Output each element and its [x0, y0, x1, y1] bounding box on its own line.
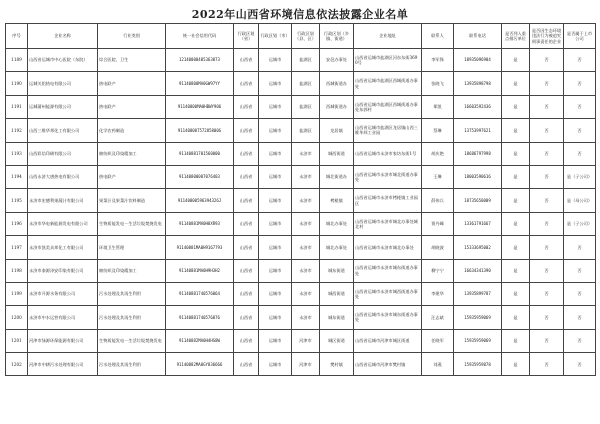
city-cell: 运城市	[259, 119, 292, 142]
listed-company-cell: 否	[564, 95, 596, 118]
town-cell: 城西街道	[320, 142, 354, 165]
address-cell: 山西省运城市永济市栲栳镇工业园区	[354, 189, 422, 212]
address-cell: 山西省运城市盐湖区河东东街3690号	[354, 49, 422, 72]
industry-cell: 生物质能发电－生活垃圾焚烧发电	[98, 329, 166, 352]
city-cell: 运城市	[259, 306, 292, 329]
province-cell: 山西省	[234, 306, 259, 329]
province-cell: 山西省	[234, 49, 259, 72]
contact-cell: 蔡琳	[422, 119, 454, 142]
city-cell: 运城市	[259, 353, 292, 376]
enterprise-table	[5, 23, 596, 376]
county-cell: 永济市	[292, 259, 320, 282]
address-cell: 山西省运城市永济市城西街道办事处	[354, 282, 422, 305]
town-cell: 城北办事处	[320, 212, 354, 235]
city-cell: 运城市	[259, 49, 292, 72]
table-row	[6, 282, 596, 305]
town-cell: 安邑办事处	[320, 49, 354, 72]
criminal-liability-cell: 否	[530, 165, 564, 188]
company-name-cell: 运城蒲州能源有限公司	[28, 95, 98, 118]
row-number-cell: 1191	[6, 95, 28, 118]
province-cell: 山西省	[234, 72, 259, 95]
town-cell: 樊村镇	[320, 353, 354, 376]
industry-cell: 化学农药制造	[98, 119, 166, 142]
county-cell: 永济市	[292, 142, 320, 165]
county-cell: 盐湖区	[292, 95, 320, 118]
key-polluter-cell: 是	[502, 306, 530, 329]
town-cell: 龙居镇	[320, 119, 354, 142]
company-name-cell: 运城关铝热电有限公司	[28, 72, 98, 95]
industry-cell: 热电联产	[98, 165, 166, 188]
criminal-liability-cell: 否	[530, 306, 564, 329]
credit-code-cell: 91140882MA0GY836666	[166, 353, 234, 376]
contact-cell: 郑凯	[422, 95, 454, 118]
phone-cell: 13361791667	[454, 212, 502, 235]
contact-cell: 胡庆艳	[422, 142, 454, 165]
table-row	[6, 165, 596, 188]
table-row	[6, 119, 596, 142]
listed-company-cell: 否	[564, 259, 596, 282]
credit-code-cell: 91140882MA0H4HS8W	[166, 329, 234, 352]
listed-company-cell: 否	[564, 72, 596, 95]
table-row	[6, 95, 596, 118]
header-cell: 是否属于上市公司	[564, 24, 596, 49]
header-cell: 是否列入重点排污单位	[502, 24, 530, 49]
county-cell: 永济市	[292, 282, 320, 305]
contact-cell: 贾丹峰	[422, 212, 454, 235]
listed-company-cell: 否	[564, 306, 596, 329]
city-cell: 运城市	[259, 142, 292, 165]
town-cell: 城东街道	[320, 259, 354, 282]
city-cell: 运城市	[259, 95, 292, 118]
table-row	[6, 49, 596, 72]
city-cell: 运城市	[259, 329, 292, 352]
industry-cell: 生物质能发电－生活垃圾焚烧发电	[98, 212, 166, 235]
listed-company-cell: 否	[564, 236, 596, 259]
credit-code-cell: 91140881740576076	[166, 306, 234, 329]
industry-cell: 污水处理及其再生利用	[98, 353, 166, 376]
key-polluter-cell: 是	[502, 236, 530, 259]
county-cell: 永济市	[292, 236, 320, 259]
header-cell: 行业类别	[98, 24, 166, 49]
credit-code-cell: 91140881701560000	[166, 142, 234, 165]
phone-cell: 18935096904	[454, 49, 502, 72]
credit-code-cell: 91140800MA0HBWY906	[166, 95, 234, 118]
province-cell: 山西省	[234, 212, 259, 235]
city-cell: 运城市	[259, 165, 292, 188]
town-cell: 城北街道办	[320, 165, 354, 188]
table-row	[6, 306, 596, 329]
phone-cell: 18686797998	[454, 142, 502, 165]
listed-company-cell: 是（子公司）	[564, 212, 596, 235]
contact-cell: 李建华	[422, 282, 454, 305]
key-polluter-cell: 是	[502, 165, 530, 188]
company-name-cell: 山西三维华邦化工有限公司	[28, 119, 98, 142]
table-row	[6, 259, 596, 282]
key-polluter-cell: 是	[502, 95, 530, 118]
phone-cell: 15935959069	[454, 306, 502, 329]
key-polluter-cell: 是	[502, 353, 530, 376]
industry-cell: 棉纺织及印染精加工	[98, 259, 166, 282]
table-row	[6, 189, 596, 212]
key-polluter-cell: 是	[502, 49, 530, 72]
credit-code-cell: 91140881MA0H8XR93	[166, 212, 234, 235]
city-cell: 运城市	[259, 259, 292, 282]
key-polluter-cell: 是	[502, 212, 530, 235]
phone-cell: 16603592436	[454, 95, 502, 118]
listed-company-cell: 否	[564, 49, 596, 72]
address-cell: 山西省运城市盐湖区西城街道办事处东郭村	[354, 95, 422, 118]
key-polluter-cell: 是	[502, 282, 530, 305]
listed-company-cell: 否	[564, 282, 596, 305]
town-cell: 城北办事处	[320, 236, 354, 259]
city-cell: 运城市	[259, 212, 292, 235]
table-header-row	[6, 24, 596, 49]
address-cell: 山西省运城市永济市城北街道办事处	[354, 165, 422, 188]
criminal-liability-cell: 否	[530, 142, 564, 165]
credit-code-cell: 91140881MA0H9H3H2	[166, 259, 234, 282]
county-cell: 盐湖区	[292, 49, 320, 72]
contact-cell: 李军锋	[422, 49, 454, 72]
header-cell: 联系人	[422, 24, 454, 49]
province-cell: 山西省	[234, 329, 259, 352]
province-cell: 山西省	[234, 353, 259, 376]
address-cell: 山西省运城市河津市城区街道	[354, 329, 422, 352]
industry-cell: 污水处理及其再生利用	[98, 306, 166, 329]
credit-code-cell: 91140881740576064	[166, 282, 234, 305]
city-cell: 运城市	[259, 189, 292, 212]
phone-cell: 13935898798	[454, 72, 502, 95]
listed-company-cell: 否	[564, 119, 596, 142]
phone-cell: 16634341390	[454, 259, 502, 282]
criminal-liability-cell: 否	[530, 119, 564, 142]
criminal-liability-cell: 否	[530, 282, 564, 305]
row-number-cell: 1190	[6, 72, 28, 95]
industry-cell: 热电联产	[98, 95, 166, 118]
phone-cell: 13753997621	[454, 119, 502, 142]
address-cell: 山西省运城市永济市城北办事处城北村	[354, 212, 422, 235]
table-body	[6, 49, 596, 376]
contact-cell: 任晓军	[422, 329, 454, 352]
row-number-cell: 1189	[6, 49, 28, 72]
company-name-cell: 河津市中耕污水处理有限公司	[28, 353, 98, 376]
contact-cell: 张晓飞	[422, 72, 454, 95]
county-cell: 永济市	[292, 189, 320, 212]
company-name-cell: 山西省运城市中心医院（东院）	[28, 49, 98, 72]
listed-company-cell: 否	[564, 329, 596, 352]
city-cell: 运城市	[259, 72, 292, 95]
phone-cell: 13935899787	[454, 282, 502, 305]
credit-code-cell: 91140881MA0H9167793	[166, 236, 234, 259]
company-name-cell: 河津市绿源环保能源有限公司	[28, 329, 98, 352]
criminal-liability-cell: 否	[530, 353, 564, 376]
county-cell: 永济市	[292, 306, 320, 329]
industry-cell: 环境卫生管理	[98, 236, 166, 259]
criminal-liability-cell: 否	[530, 72, 564, 95]
contact-cell: 汪志斌	[422, 306, 454, 329]
key-polluter-cell: 是	[502, 142, 530, 165]
header-cell: 企业地址	[354, 24, 422, 49]
industry-cell: 综合医院、卫生	[98, 49, 166, 72]
row-number-cell: 1195	[6, 189, 28, 212]
city-cell: 运城市	[259, 236, 292, 259]
listed-company-cell: 是（母公司）	[564, 189, 596, 212]
criminal-liability-cell: 否	[530, 259, 564, 282]
industry-cell: 污水处理及其再生利用	[98, 282, 166, 305]
header-cell: 行政区划（省）	[234, 24, 259, 49]
province-cell: 山西省	[234, 189, 259, 212]
province-cell: 山西省	[234, 236, 259, 259]
header-cell: 是否因生态环境违法行为被追究刑事责任的企业	[530, 24, 564, 49]
table-row	[6, 329, 596, 352]
county-cell: 盐湖区	[292, 72, 320, 95]
town-cell: 西城街道办	[320, 72, 354, 95]
header-cell: 统一社会信用代码	[166, 24, 234, 49]
key-polluter-cell: 是	[502, 259, 530, 282]
phone-cell: 15935959069	[454, 329, 502, 352]
criminal-liability-cell: 否	[530, 95, 564, 118]
address-cell: 山西省运城市永济市城东街道办事处	[354, 306, 422, 329]
county-cell: 河津市	[292, 353, 320, 376]
province-cell: 山西省	[234, 165, 259, 188]
row-number-cell: 1198	[6, 259, 28, 282]
address-cell: 山西省运城市永济市家坊东街1号	[354, 142, 422, 165]
contact-cell: 胡晓波	[422, 236, 454, 259]
address-cell: 山西省运城市盐湖区西城街道办事处	[354, 72, 422, 95]
row-number-cell: 1192	[6, 119, 28, 142]
row-number-cell: 1201	[6, 329, 28, 352]
header-cell: 行政区划（乡镇、街道）	[320, 24, 354, 49]
header-cell: 企业名称	[28, 24, 98, 49]
contact-cell: 薛伟兵	[422, 189, 454, 212]
address-cell: 山西省运城市盐湖区龙居镇山西三维华邦工业园	[354, 119, 422, 142]
page-title: 2022年山西省环境信息依法披露企业名单	[191, 8, 409, 21]
listed-company-cell: 否	[564, 142, 596, 165]
company-name-cell: 山西彩信印刷有限公司	[28, 142, 98, 165]
town-cell: 城东街道	[320, 306, 354, 329]
phone-cell: 15333695002	[454, 236, 502, 259]
phone-cell: 18003590616	[454, 165, 502, 188]
criminal-liability-cell: 否	[530, 189, 564, 212]
contact-cell: 王琳	[422, 165, 454, 188]
industry-cell: 果菜汁及果菜汁饮料制造	[98, 189, 166, 212]
header-cell: 行政区划（市）	[259, 24, 292, 49]
row-number-cell: 1199	[6, 282, 28, 305]
table-row	[6, 353, 596, 376]
city-cell: 运城市	[259, 282, 292, 305]
county-cell: 河津市	[292, 329, 320, 352]
county-cell: 永济市	[292, 165, 320, 188]
address-cell: 山西省运城市永济市城东街道办事处	[354, 259, 422, 282]
key-polluter-cell: 是	[502, 72, 530, 95]
address-cell: 山西省运城市永济市城北办事处	[354, 236, 422, 259]
row-number-cell: 1194	[6, 165, 28, 188]
key-polluter-cell: 是	[502, 119, 530, 142]
town-cell: 西城街道办	[320, 95, 354, 118]
criminal-liability-cell: 否	[530, 49, 564, 72]
header-cell: 序号	[6, 24, 28, 49]
credit-code-cell: 12140000405363873	[166, 49, 234, 72]
phone-cell: 15935959878	[454, 353, 502, 376]
company-name-cell: 永济市泰源泽安印染有限公司	[28, 259, 98, 282]
company-name-cell: 永济市华电新能源发电有限公司	[28, 212, 98, 235]
criminal-liability-cell: 否	[530, 236, 564, 259]
table-row	[6, 212, 596, 235]
company-name-cell: 永济市中水运营有限公司	[28, 306, 98, 329]
address-cell: 山西省运城市河津市樊村镇	[354, 353, 422, 376]
row-number-cell: 1200	[6, 306, 28, 329]
credit-code-cell: 91140800757285800G	[166, 119, 234, 142]
listed-company-cell: 否	[564, 353, 596, 376]
county-cell: 永济市	[292, 212, 320, 235]
table-row	[6, 142, 596, 165]
table-row	[6, 236, 596, 259]
phone-cell: 18735650009	[454, 189, 502, 212]
header-cell: 联系电话	[454, 24, 502, 49]
town-cell: 城区街道	[320, 329, 354, 352]
credit-code-cell: 91140800087076403	[166, 165, 234, 188]
key-polluter-cell: 是	[502, 329, 530, 352]
row-number-cell: 1193	[6, 142, 28, 165]
company-name-cell: 山西永济大唐热电有限公司	[28, 165, 98, 188]
industry-cell: 棉纺织及印染精加工	[98, 142, 166, 165]
row-number-cell: 1197	[6, 236, 28, 259]
criminal-liability-cell: 否	[530, 212, 564, 235]
credit-code-cell: 91140800596394326J	[166, 189, 234, 212]
company-name-cell: 永济市凯美众邦化工有限公司	[28, 236, 98, 259]
header-cell: 行政区划（县、区）	[292, 24, 320, 49]
province-cell: 山西省	[234, 282, 259, 305]
province-cell: 山西省	[234, 119, 259, 142]
industry-cell: 热电联产	[98, 72, 166, 95]
table-row	[6, 72, 596, 95]
criminal-liability-cell: 否	[530, 329, 564, 352]
key-polluter-cell: 是	[502, 189, 530, 212]
contact-cell: 刘燕	[422, 353, 454, 376]
county-cell: 盐湖区	[292, 119, 320, 142]
town-cell: 城西街道	[320, 282, 354, 305]
row-number-cell: 1202	[6, 353, 28, 376]
town-cell: 栲栳镇	[320, 189, 354, 212]
credit-code-cell: 91140800MA0GW97YY	[166, 72, 234, 95]
province-cell: 山西省	[234, 142, 259, 165]
row-number-cell: 1196	[6, 212, 28, 235]
province-cell: 山西省	[234, 95, 259, 118]
company-name-cell: 永济市宏德利果蔬汁有限公司	[28, 189, 98, 212]
province-cell: 山西省	[234, 259, 259, 282]
contact-cell: 柳宁宁	[422, 259, 454, 282]
listed-company-cell: 是（子公司）	[564, 165, 596, 188]
company-name-cell: 永济市开源水务有限公司	[28, 282, 98, 305]
